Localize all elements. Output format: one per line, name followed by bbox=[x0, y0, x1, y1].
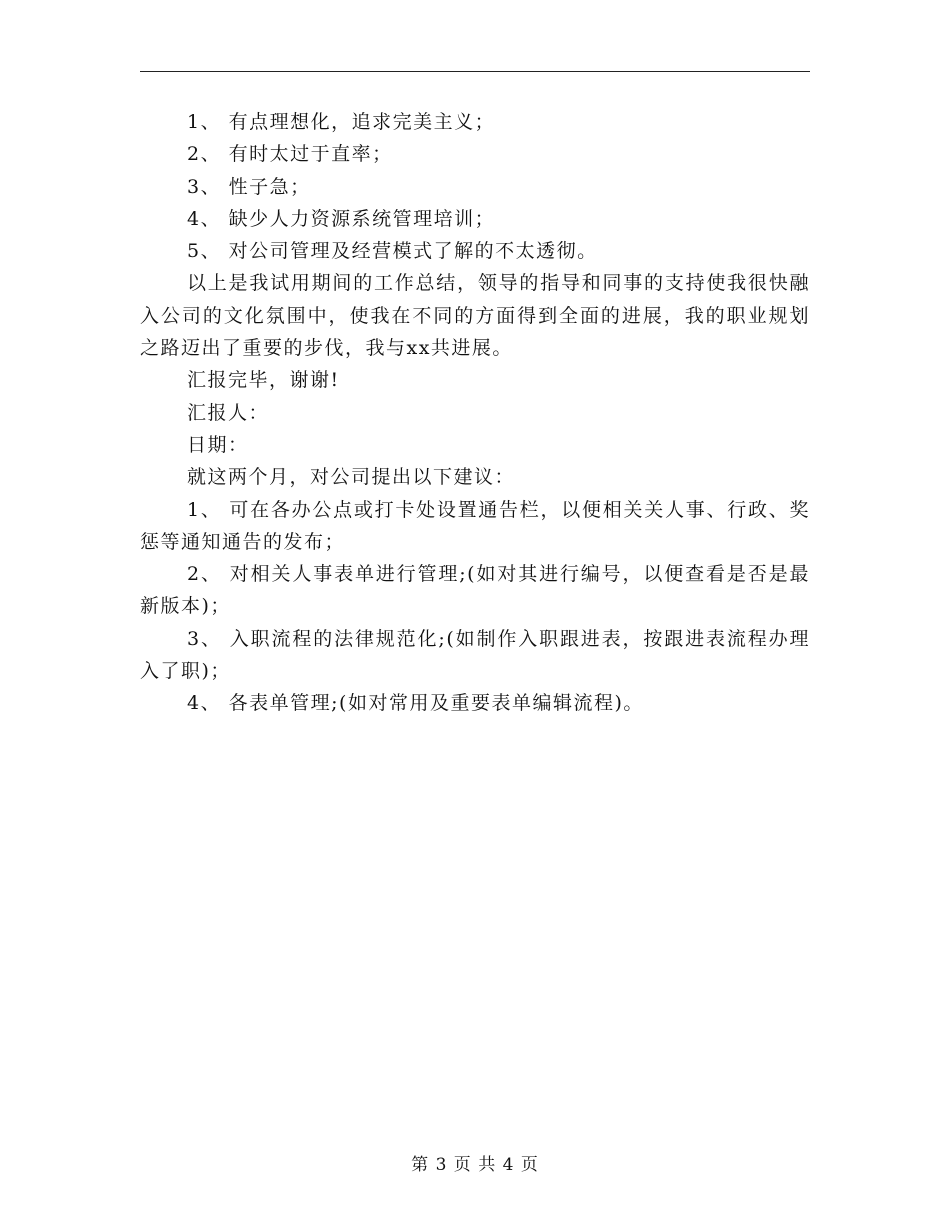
list-item-suggestion-3: 3、 入职流程的法律规范化;(如制作入职跟进表，按跟进表流程办理入了职)； bbox=[140, 627, 810, 683]
list-item-weakness-5: 5、 对公司管理及经营模式了解的不太透彻。 bbox=[187, 240, 598, 263]
date-line: 日期： bbox=[187, 433, 249, 456]
list-item-weakness-1: 1、 有点理想化，追求完美主义； bbox=[187, 111, 496, 133]
reporter-line: 汇报人： bbox=[187, 401, 270, 424]
closing-line: 汇报完毕，谢谢! bbox=[187, 369, 340, 392]
list-item-suggestion-4: 4、 各表单管理;(如对常用及重要表单编辑流程)。 bbox=[187, 692, 644, 715]
document-body bbox=[140, 106, 810, 720]
list-item-weakness-2: 2、 有时太过于直率； bbox=[187, 143, 393, 166]
header-rule bbox=[140, 71, 810, 72]
list-item-weakness-3: 3、 性子急； bbox=[187, 175, 311, 198]
list-item-weakness-4: 4、 缺少人力资源系统管理培训； bbox=[187, 207, 496, 230]
suggestions-intro: 就这两个月，对公司提出以下建议： bbox=[187, 466, 516, 489]
summary-paragraph: 以上是我试用期间的工作总结，领导的指导和同事的支持使我很快融入公司的文化氛围中，使我在不同的方面得到全面的进展，我的职业规划之路迈出了重要的步伐，我与xx共进展。 bbox=[140, 272, 810, 360]
list-item-suggestion-1: 1、 可在各办公点或打卡处设置通告栏，以便相关关人事、行政、奖惩等通知通告的发布； bbox=[140, 498, 810, 553]
list-item-suggestion-2: 2、 对相关人事表单进行管理;(如对其进行编号，以便查看是否是最新版本)； bbox=[140, 563, 810, 618]
page-number-footer: 第 3 页 共 4 页 bbox=[411, 1155, 539, 1175]
